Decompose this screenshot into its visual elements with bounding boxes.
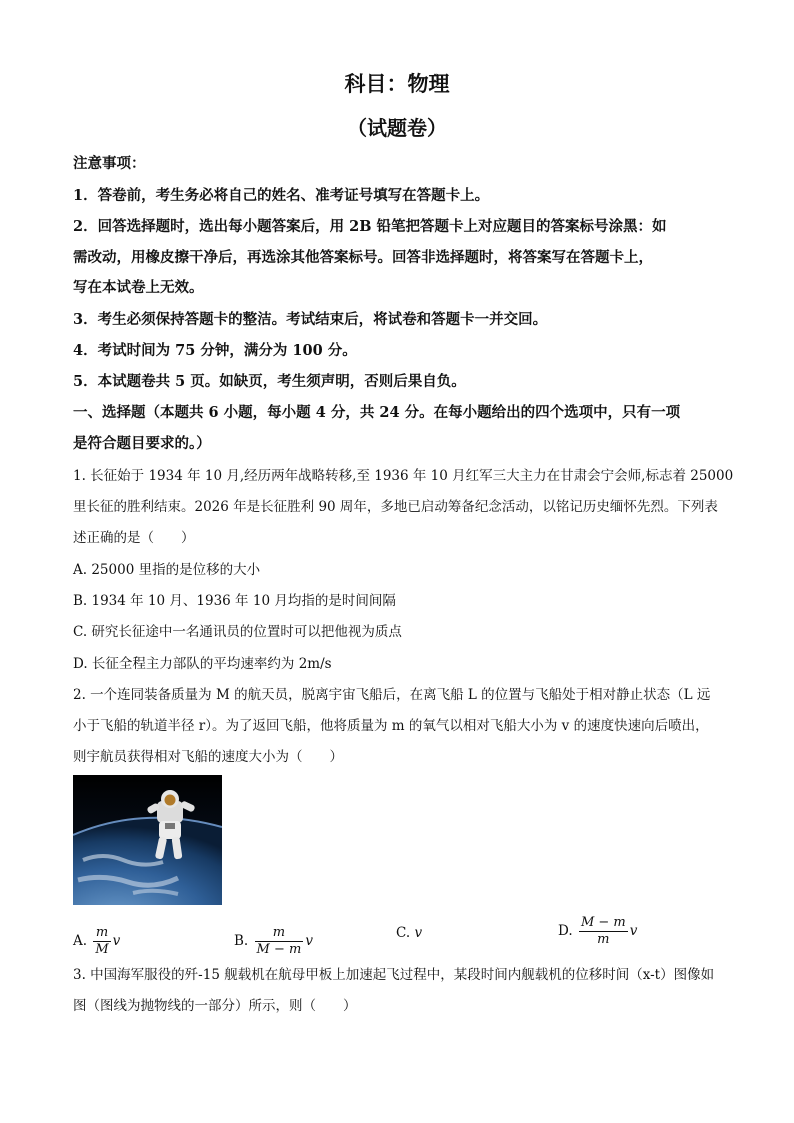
velocity-symbol: v bbox=[629, 923, 638, 939]
question-1-text: 1. 长征始于 1934 年 10 月,经历两年战略转移,至 1936 年 10 月红军三大主力在甘肃会宁会师,标志着 25000 bbox=[73, 468, 734, 484]
question-2-option-c bbox=[396, 925, 422, 941]
notice-line: 需改动，用橡皮擦干净后，再选涂其他答案标号。回答非选择题时，将答案写在答题卡上， bbox=[73, 249, 653, 266]
notice-line: 3．考生必须保持答题卡的整洁。考试结束后，将试卷和答题卡一并交回。 bbox=[73, 311, 548, 328]
notice-line: 4．考试时间为 75 分钟，满分为 100 分。 bbox=[73, 342, 357, 359]
fraction-M-minus-m-over-m: $\frac{M - m}{m}$ bbox=[580, 915, 626, 947]
astronaut-photo bbox=[73, 775, 222, 905]
notice-line: 1．答卷前，考生务必将自己的姓名、准考证号填写在答题卡上。 bbox=[73, 187, 490, 204]
velocity-symbol: v bbox=[305, 933, 313, 949]
question-2-option-a bbox=[73, 925, 120, 958]
question-2-option-d bbox=[558, 915, 637, 948]
page-title: 科目：物理 bbox=[344, 71, 450, 96]
question-1-text: 述正确的是（ ） bbox=[73, 530, 195, 546]
velocity-symbol: v bbox=[414, 925, 423, 941]
question-1-option-c: C. 研究长征途中一名通讯员的位置时可以把他视为质点 bbox=[73, 624, 402, 640]
question-1-option-b: B. 1934 年 10 月、1936 年 10 月均指的是时间间隔 bbox=[73, 593, 396, 609]
fraction-m-over-M-minus-m: $\frac{m}{M - m}$ bbox=[256, 925, 302, 957]
notice-heading: 注意事项： bbox=[73, 155, 146, 172]
notice-line: 2．回答选择题时，选出每小题答案后，用 2B 铅笔把答题卡上对应题目的答案标号涂黑：如 bbox=[73, 218, 667, 235]
option-c-label: C. bbox=[396, 925, 411, 941]
velocity-symbol: v bbox=[112, 933, 121, 949]
option-d-label: D. bbox=[558, 923, 573, 939]
section-heading-cont: 是符合题目要求的。） bbox=[73, 435, 211, 452]
question-2-text: 小于飞船的轨道半径 r）。为了返回飞船，他将质量为 m 的氧气以相对飞船大小为 v 的速度快速向后喷出， bbox=[73, 718, 709, 734]
question-3-text: 3. 中国海军服役的歼-15 舰载机在航母甲板上加速起飞过程中，某段时间内舰载机的位移时间（x-t）图像如 bbox=[73, 967, 715, 983]
page-subtitle: （试题卷） bbox=[347, 116, 447, 140]
section-heading: 一、选择题（本题共 6 小题，每小题 4 分，共 24 分。在每小题给出的四个选项中，只有一项 bbox=[73, 404, 681, 421]
notice-line: 5．本试题卷共 5 页。如缺页，考生须声明，否则后果自负。 bbox=[73, 373, 466, 390]
question-2-text: 2. 一个连同装备质量为 M 的航天员，脱离宇宙飞船后，在离飞船 L 的位置与飞船处于相对静止状态（L 远 bbox=[73, 687, 711, 703]
question-3-text: 图（图线为抛物线的一部分）所示，则（ ） bbox=[73, 998, 357, 1014]
question-1-option-a: A. 25000 里指的是位移的大小 bbox=[73, 562, 261, 578]
option-b-label: B. bbox=[234, 933, 249, 949]
question-2-option-b bbox=[234, 925, 313, 958]
notice-line: 写在本试卷上无效。 bbox=[73, 279, 204, 296]
question-1-option-d: D. 长征全程主力部队的平均速率约为 2m/s bbox=[73, 656, 332, 672]
question-1-text: 里长征的胜利结束。2026 年是长征胜利 90 周年，多地已启动筹备纪念活动，以铭记历史缅怀先烈。下列表 bbox=[73, 499, 718, 515]
fraction-m-over-M: $\frac{m}{M}$ bbox=[95, 925, 109, 957]
question-2-text: 则宇航员获得相对飞船的速度大小为（ ） bbox=[73, 749, 343, 765]
option-a-label: A. bbox=[73, 933, 88, 949]
